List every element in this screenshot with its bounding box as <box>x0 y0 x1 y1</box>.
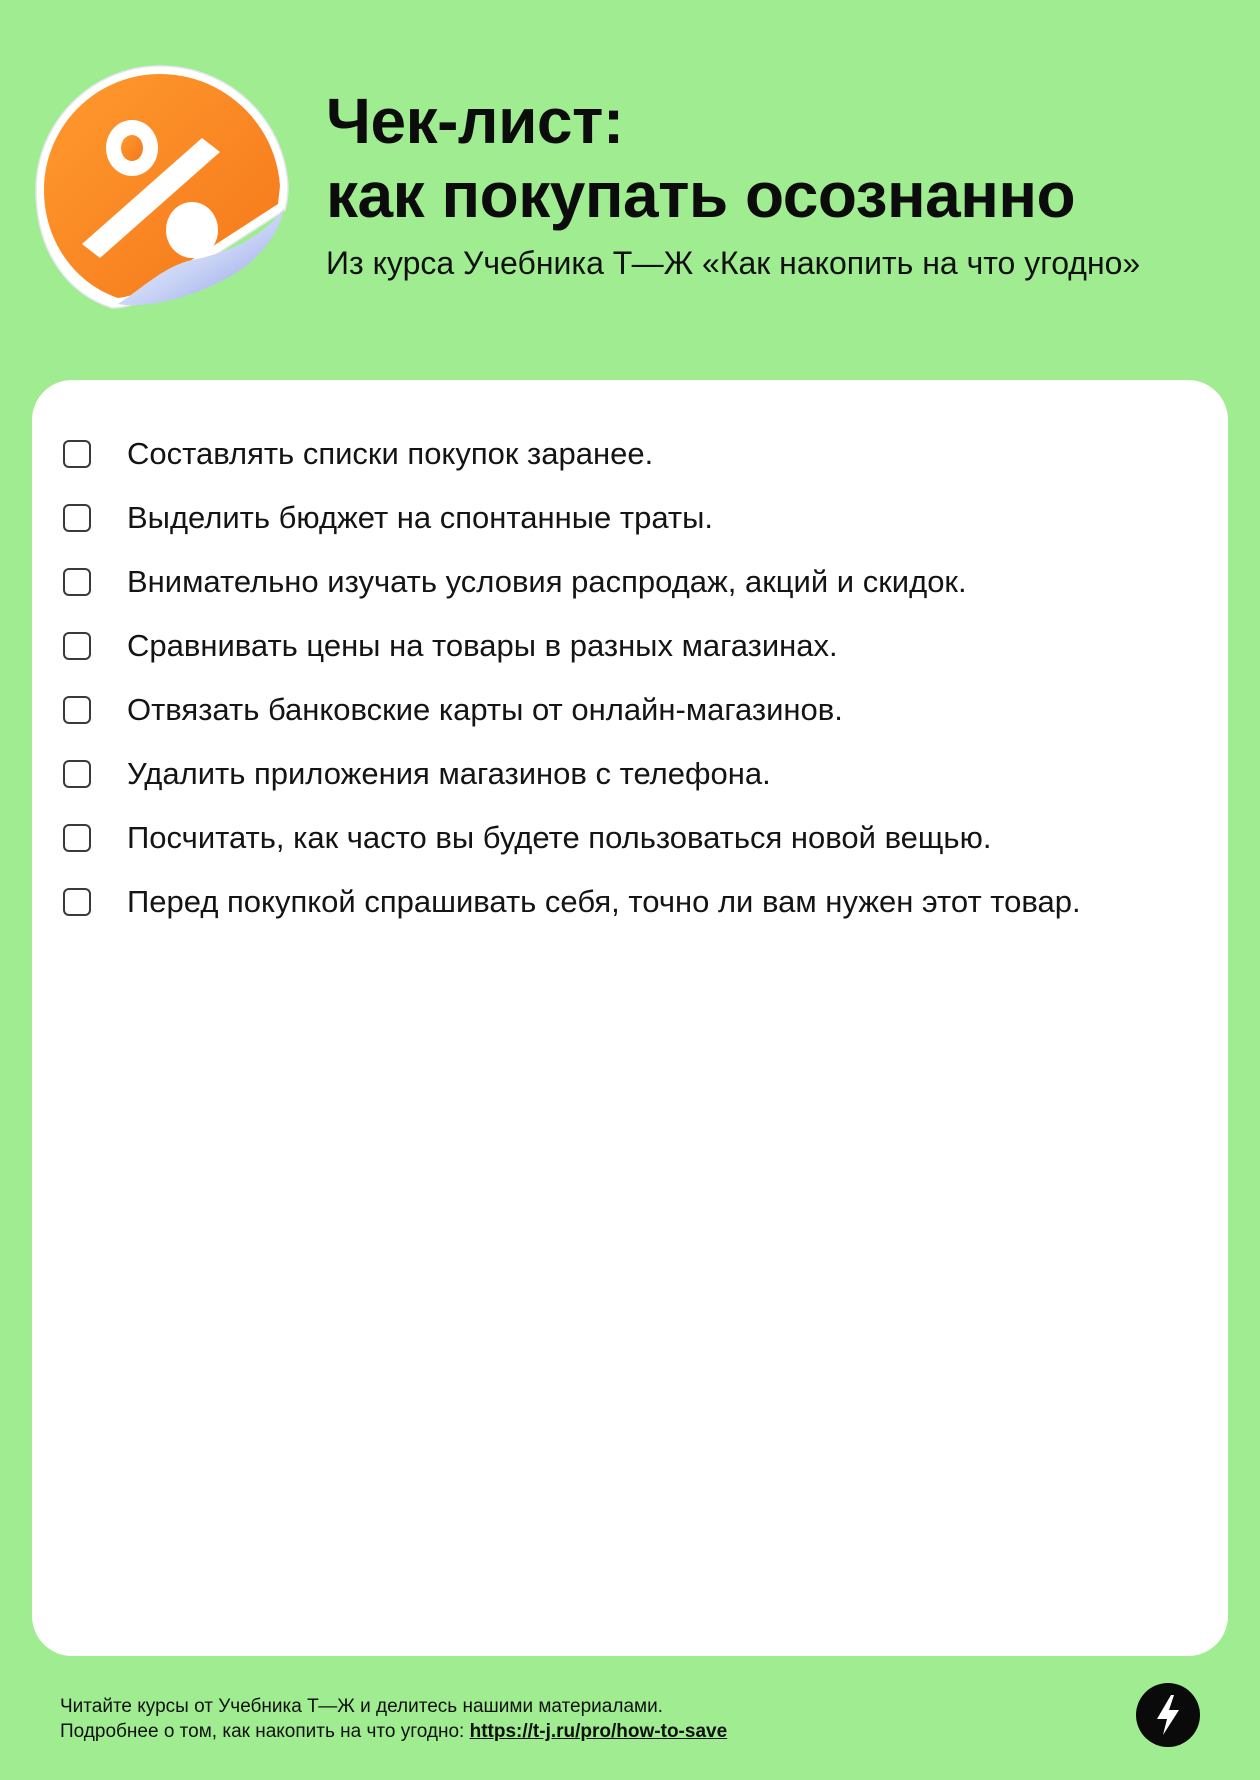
checklist-item-label: Составлять списки покупок заранее. <box>127 436 654 471</box>
title-line-2: как покупать осознанно <box>326 159 1076 231</box>
checklist-item[interactable] <box>63 870 1081 934</box>
checklist-item-label: Отвязать банковские карты от онлайн-магазинов. <box>127 692 843 727</box>
course-link[interactable]: https://t-j.ru/pro/how-to-save <box>469 1721 728 1742</box>
checklist-item-label: Внимательно изучать условия распродаж, акций и скидок. <box>127 564 967 599</box>
checklist-card <box>32 380 1228 1656</box>
checklist-item[interactable] <box>63 806 1081 870</box>
checklist-item[interactable] <box>63 678 1081 742</box>
checklist-item-label: Сравнивать цены на товары в разных магазинах. <box>127 628 838 663</box>
checkbox[interactable] <box>63 696 91 724</box>
checklist-item[interactable] <box>63 550 1081 614</box>
checkbox[interactable] <box>63 440 91 468</box>
title-line-1: Чек-лист: <box>326 85 624 157</box>
checkbox[interactable] <box>63 760 91 788</box>
page-title <box>326 84 1075 232</box>
footer-line-2-text: Подробнее о том, как накопить на что угодно: <box>60 1721 470 1742</box>
footer-line-2 <box>60 1719 727 1744</box>
page-subtitle: Из курса Учебника Т—Ж «Как накопить на что угодно» <box>326 245 1141 281</box>
lightning-logo-icon[interactable] <box>1136 1683 1200 1747</box>
checkbox[interactable] <box>63 824 91 852</box>
checkbox[interactable] <box>63 568 91 596</box>
checklist-item[interactable] <box>63 422 1081 486</box>
footer-line-1: Читайте курсы от Учебника Т—Ж и делитесь нашими материалами. <box>60 1696 663 1717</box>
checkbox[interactable] <box>63 504 91 532</box>
checklist-item-label: Посчитать, как часто вы будете пользоваться новой вещью. <box>127 820 992 855</box>
percent-sticker-icon <box>32 62 294 310</box>
checklist-item[interactable] <box>63 486 1081 550</box>
checkbox[interactable] <box>63 888 91 916</box>
checklist-item-label: Выделить бюджет на спонтанные траты. <box>127 500 713 535</box>
checklist-item-label: Удалить приложения магазинов с телефона. <box>127 756 771 791</box>
checklist-item[interactable] <box>63 614 1081 678</box>
checkbox[interactable] <box>63 632 91 660</box>
checklist-item[interactable] <box>63 742 1081 806</box>
footer <box>60 1694 727 1744</box>
checklist <box>63 422 1081 934</box>
checklist-item-label: Перед покупкой спрашивать себя, точно ли вам нужен этот товар. <box>127 884 1081 919</box>
